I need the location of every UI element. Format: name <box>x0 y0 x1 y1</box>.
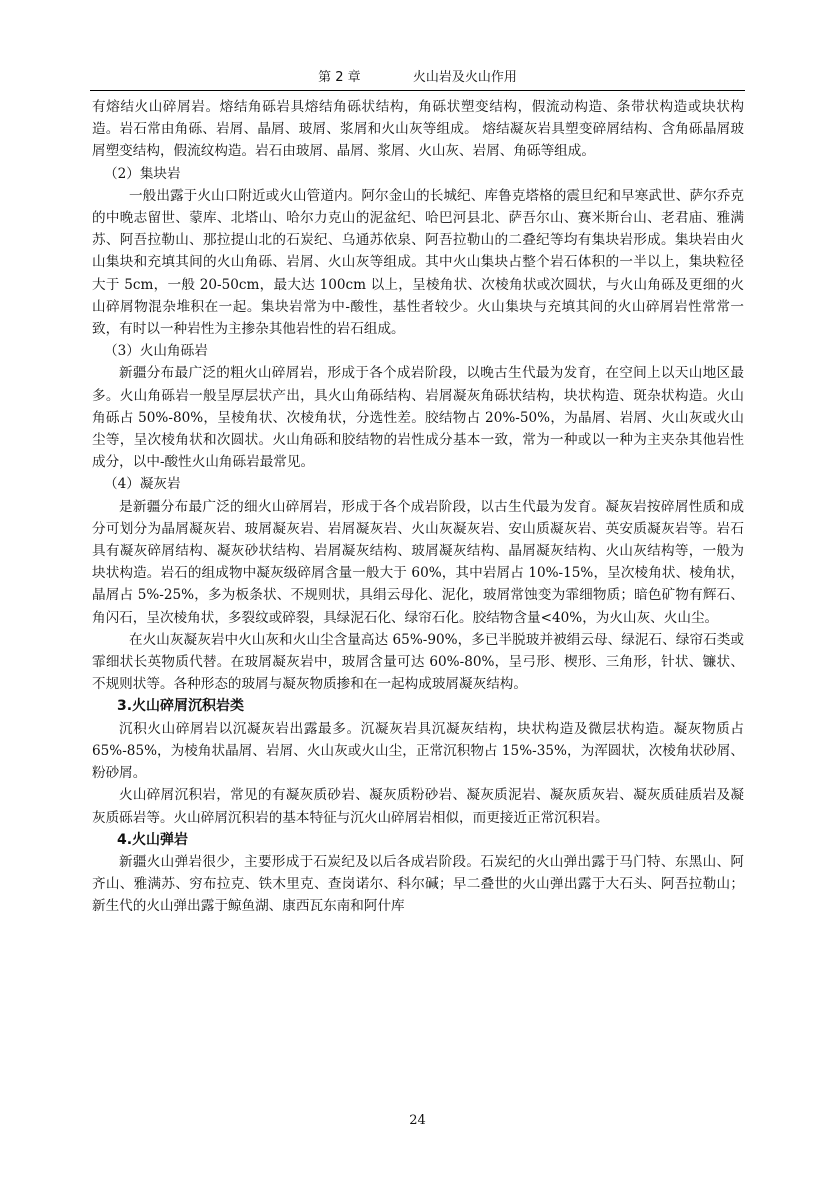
chapter-number: 第 2 章 <box>318 70 361 85</box>
section-title-volcanic-breccia: （3）火山角砾岩 <box>104 343 208 360</box>
paragraph-volcanic-breccia: 新疆分布最广泛的粗火山碎屑岩，形成于各个成岩阶段，以晚古生代最为发育，在空间上以天山地区最多。火山角砾岩一般呈厚层状产出，具火山角砾结构、岩屑凝灰角砾状结构，块状构造、斑杂状构造。火山角砾占 50%-80%，呈棱角状、次棱角状，分选性差。胶结物占 20%-50%，为晶屑、岩屑、火山灰或火山尘等，呈次棱角状和次圆状。火山角砾和胶结物的岩性成分基本一致，常为一种或以一种为主夹杂其他岩性成分，以中-酸性火山角砾岩最常见。 <box>92 365 744 471</box>
paragraph-sedimentary-tuff: 沉积火山碎屑岩以沉凝灰岩出露最多。沉凝灰岩具沉凝灰结构，块状构造及微层状构造。凝灰物质占 65%-85%，为棱角状晶屑、岩屑、火山灰或火山尘，正常沉积物占 15%-35%，为浑圆状，次棱角状砂屑、粉砂屑。 <box>92 720 744 782</box>
chapter-title: 火山岩及火山作用 <box>412 70 517 85</box>
paragraph-welded: 有熔结火山碎屑岩。熔结角砾岩具熔结角砾状结构，角砾状塑变结构，假流动构造、条带状构造或块状构造。岩石常由角砾、岩屑、晶屑、玻屑、浆屑和火山灰等组成。 熔结凝灰岩具塑变碎屑结构、含角砾晶屑玻屑塑变结构，假流纹构造。岩石由玻屑、晶屑、浆屑、火山灰、岩屑、角砾等组成。 <box>92 99 744 160</box>
section-title-tuff: （4）凝灰岩 <box>104 476 181 493</box>
paragraph-agglomerate: 一般出露于火山口附近或火山管道内。阿尔金山的长城纪、库鲁克塔格的震旦纪和早寒武世、萨尔乔克的中晚志留世、蒙库、北塔山、哈尔力克山的泥盆纪、哈巴河县北、萨吾尔山、赛米斯台山、老君庙、雅满苏、阿吾拉勒山、那拉提山北的石炭纪、乌通苏依泉、阿吾拉勒山的二叠纪等均有集块岩形成。集块岩由火山集块和充填其间的火山角砾、岩屑、火山灰等组成。其中火山集块占整个岩石体积的一半以上，集块粒径大于 5cm，一般 20-50cm，最大达 100cm 以上，呈棱角状、次棱角状或次圆状，与火山角砾及更细的火山碎屑物混杂堆积在一起。集块岩常为中-酸性，基性者较少。火山集块与充填其间的火山碎屑岩性常常一致，有时以一种岩性为主掺杂其他岩性的岩石组成。 <box>92 187 744 338</box>
body-text <box>92 96 744 918</box>
section-title-agglomerate: （2）集块岩 <box>104 165 181 182</box>
running-header <box>90 68 745 91</box>
page-number: 24 <box>409 1113 426 1128</box>
heading-volcanic-bomb: 4.火山弹岩 <box>117 831 189 848</box>
heading-pyroclastic-sedimentary: 3.火山碎屑沉积岩类 <box>117 698 245 715</box>
paragraph-tuff: 是新疆分布最广泛的细火山碎屑岩，形成于各个成岩阶段，以古生代最为发育。凝灰岩按碎屑性质和成分可划分为晶屑凝灰岩、玻屑凝灰岩、岩屑凝灰岩、火山灰凝灰岩、安山质凝灰岩、英安质凝灰岩等。岩石具有凝灰碎屑结构、凝灰砂状结构、岩屑凝灰结构、玻屑凝灰结构、晶屑凝灰结构、火山灰结构等，一般为块状构造。岩石的组成物中凝灰级碎屑含量一般大于 60%，其中岩屑占 10%-15%，呈次棱角状、棱角状，晶屑占 5%-25%，多为板条状、不规则状，具绢云母化、泥化，玻屑常蚀变为霏细物质；暗色矿物有辉石、角闪石，呈次棱角状，多裂纹或碎裂，具绿泥石化、绿帘石化。胶结物含量<40%，为火山灰、火山尘。 <box>92 498 744 626</box>
paragraph-volcanic-bomb: 新疆火山弹岩很少，主要形成于石炭纪及以后各成岩阶段。石炭纪的火山弹出露于马门特、东黑山、阿齐山、雅满苏、穷布拉克、铁木里克、查岗诺尔、科尔碱；早二叠世的火山弹出露于大石头、阿吾拉勒山；新生代的火山弹出露于鲸鱼湖、康西瓦东南和阿什库 <box>92 853 744 915</box>
paragraph-ash-tuff: 在火山灰凝灰岩中火山灰和火山尘含量高达 65%-90%，多已半脱玻并被绢云母、绿泥石、绿帘石类或霏细状长英物质代替。在玻屑凝灰岩中，玻屑含量可达 60%-80%，呈弓形、楔形、三角形，针状、镰状、不规则状等。各种形态的玻屑与凝灰物质掺和在一起构成玻屑凝灰结构。 <box>92 631 744 693</box>
paragraph-tuffaceous-rocks: 火山碎屑沉积岩，常见的有凝灰质砂岩、凝灰质粉砂岩、凝灰质泥岩、凝灰质灰岩、凝灰质硅质岩及凝灰质砾岩等。火山碎屑沉积岩的基本特征与沉火山碎屑岩相似，而更接近正常沉积岩。 <box>92 787 744 826</box>
